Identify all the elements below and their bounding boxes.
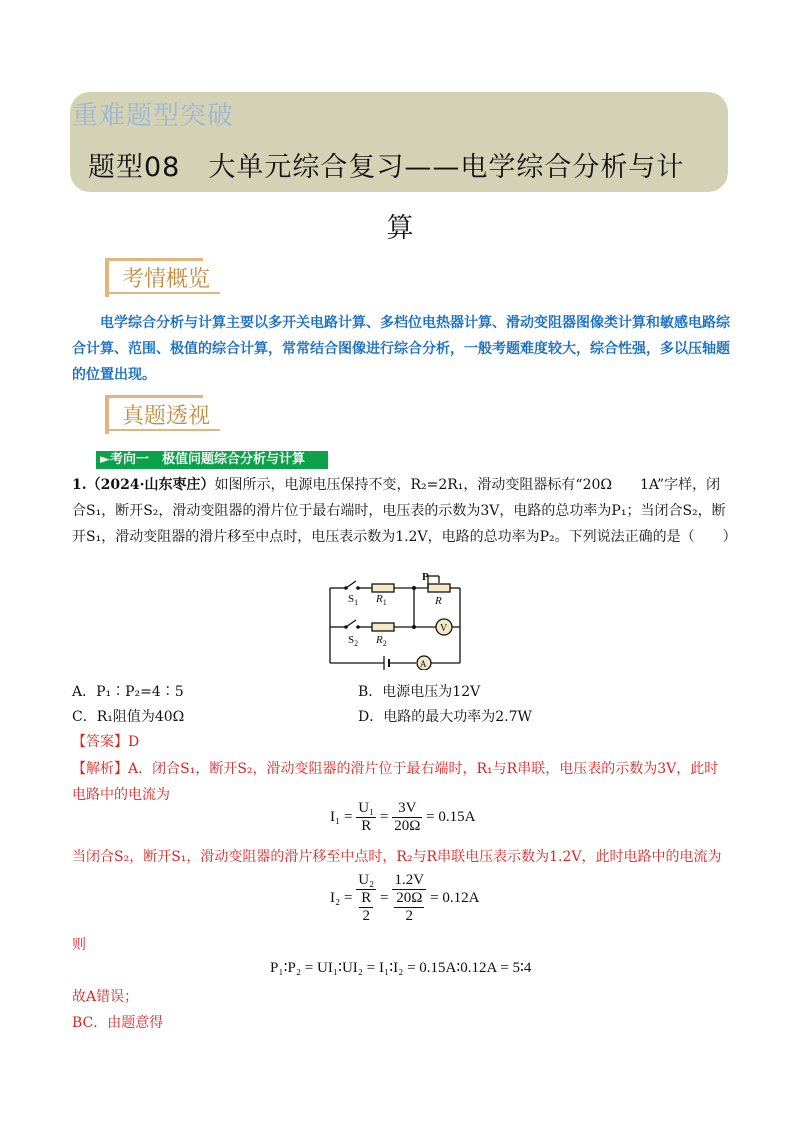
analysis-text-1: A．闭合S₁，断开S₂，滑动变阻器的滑片位于最右端时，R₁与R串联，电压表的示数为3V，此时电路中的电流为 <box>72 761 719 803</box>
question-stem <box>72 472 737 550</box>
question-source: （2024·山东枣庄） <box>86 477 215 493</box>
label-s2: $S_2$ <box>348 634 359 648</box>
option-d: D．电路的最大功率为2.7W <box>358 709 532 725</box>
analysis-text-2: 当闭合S₂，断开S₁，滑动变阻器的滑片移至中点时，R₂与R串联电压表示数为1.2V，此时电路中的电流为 <box>72 849 722 865</box>
switch-s2-blade <box>346 620 356 627</box>
resistor-r <box>428 584 450 592</box>
label-r: R <box>435 595 442 607</box>
analysis-label: 【解析】 <box>72 761 128 777</box>
conclusion-a: 故A错误； <box>72 989 139 1005</box>
resistor-r2 <box>372 623 394 631</box>
label-a: A <box>420 659 427 669</box>
page-title: 题型08 大单元综合复习——电学综合分析与计 <box>88 152 685 183</box>
page-title-continued: 算 <box>386 213 414 244</box>
label-r2: $R_2$ <box>376 634 387 648</box>
circuit-diagram <box>318 570 468 670</box>
equation-power-ratio: P₁∶P₂ = UI₁∶UI₂ = I₁∶I₂ = 0.15A∶0.12A = 5∶4 <box>270 960 532 976</box>
equation-i1: I₁ = $\frac{\text{U₁}}{R}$ = $\frac{3V}{20\Omega}$ = 0.15A <box>330 800 476 834</box>
overview-heading: 考情概览 <box>122 267 211 292</box>
answer-label: 【答案】D <box>72 734 140 750</box>
overview-text: 电学综合分析与计算主要以多开关电路计算、多档位电热器计算、滑动变阻器图像类计算和敏感电路综合计算、范围、极值的综合计算，常常结合图像进行综合分析，一般考题难度较大，综合性强，多以压轴题的位置出现。 <box>72 315 730 383</box>
label-p: P <box>422 571 429 583</box>
resistor-r1 <box>372 584 394 592</box>
switch-s1-blade <box>346 581 356 588</box>
analysis-then: 则 <box>72 937 86 953</box>
real-exam-heading: 真题透视 <box>122 404 211 429</box>
option-a: A．P₁∶P₂=4∶5 <box>72 684 184 700</box>
question-text: 如图所示，电源电压保持不变，R₂=2R₁，滑动变阻器标有“20Ω 1A”字样，闭合S₁，断开S₂，滑动变阻器的滑片位于最右端时，电压表的示数为3V，电路的总功率为P₁；当闭合S₂，断开S₁，滑动变阻器的滑片移至中点时，电压表示数为1.2V，电路的总功率为P₂。下列说法正确的是（ ） <box>72 477 737 545</box>
label-s1: $S_1$ <box>348 593 359 607</box>
option-b: B．电源电压为12V <box>358 684 481 700</box>
analysis-bc: BC．由题意得 <box>72 1015 164 1031</box>
equation-i2: I₂ = $\frac{\text{U₂}}{\frac{R}{2}}$ = $\frac{1.2V}{\frac{20\Omega}{2}}$ = 0.12A <box>330 872 480 924</box>
label-v: V <box>440 623 448 634</box>
option-c: C．R₁阻值为40Ω <box>72 709 185 725</box>
overview-underline <box>105 292 220 294</box>
question-number: 1. <box>72 477 87 493</box>
direction-tag: ►考向一 极值问题综合分析与计算 <box>96 451 328 469</box>
label-r1: $R_1$ <box>376 593 387 607</box>
section-tag: 重难题型突破 <box>72 101 235 131</box>
real-exam-underline <box>105 429 220 431</box>
